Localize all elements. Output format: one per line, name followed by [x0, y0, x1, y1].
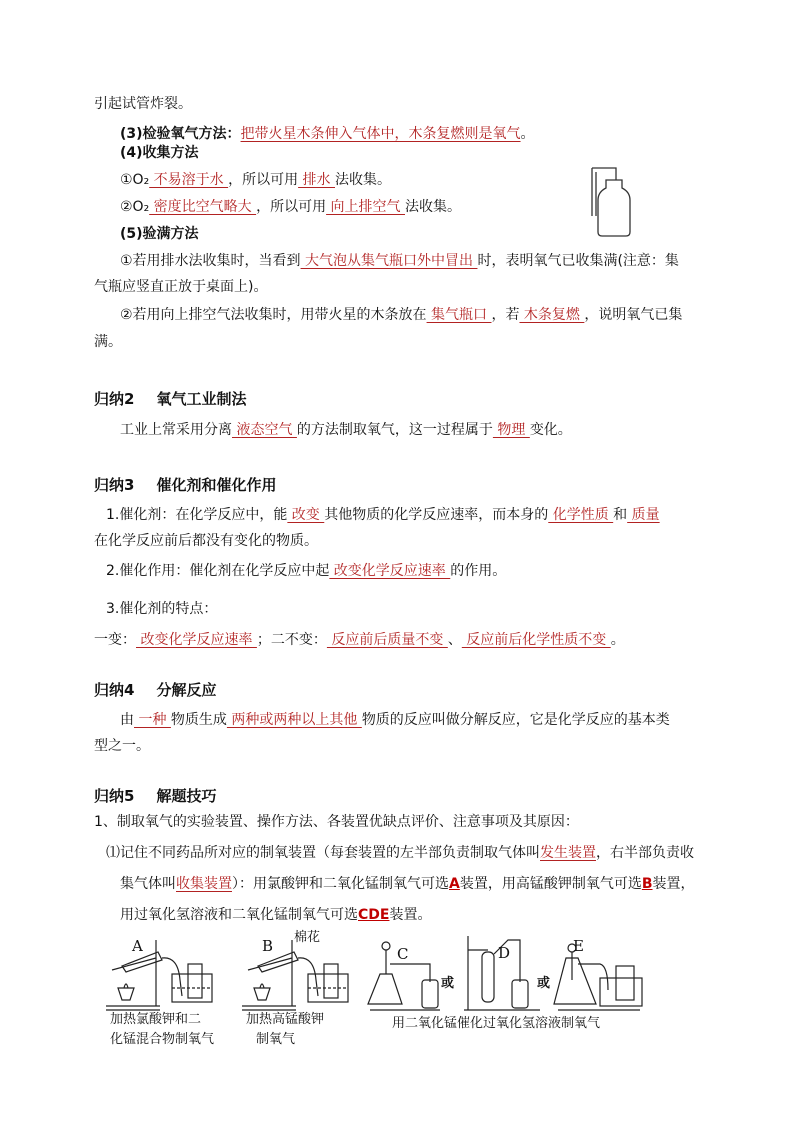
- section-number: 归纳3: [94, 476, 135, 494]
- answer-chem-property: 化学性质: [548, 507, 614, 523]
- answer-relight: 木条复燃: [519, 307, 585, 323]
- text: 由: [120, 712, 134, 728]
- tips-intro: 1、制取氧气的实验装置、操作方法、各装置优缺点评价、注意事项及其原因：: [94, 814, 579, 830]
- label-d: D: [498, 944, 511, 962]
- continuation-text: 引起试管炸裂。: [94, 96, 192, 112]
- section-2-text: [120, 420, 572, 440]
- answer-bubbles: 大气泡从集气瓶口外中冒出: [300, 253, 478, 269]
- text: ）：用氯酸钾和二氧化锰制氧气可选: [232, 876, 449, 892]
- punct: 。: [520, 126, 535, 142]
- answer-density: 密度比空气略大: [149, 199, 257, 215]
- cotton-label: 棉花: [294, 930, 321, 945]
- full-heading: (5)验满方法: [120, 226, 199, 242]
- text: 用过氧化氢溶液和二氧化锰制氧气可选: [120, 907, 358, 923]
- answer-mass: 质量: [627, 507, 660, 523]
- collect-line-1: [120, 170, 391, 190]
- section-number: 归纳5: [94, 787, 135, 805]
- answer-one-change: 改变化学反应速率: [136, 632, 257, 648]
- answer-cde: CDE: [358, 907, 390, 923]
- text: ，所以可用: [228, 172, 299, 188]
- label-c: C: [397, 945, 409, 963]
- text: ，若: [491, 307, 520, 323]
- section-2-heading: [94, 389, 246, 409]
- answer-insoluble: 不易溶于水: [149, 172, 229, 188]
- answer-b: B: [641, 876, 653, 892]
- section-number: 归纳2: [94, 390, 135, 408]
- gas-bottle-illustration: [588, 166, 636, 238]
- text: ①若用排水法收集时，当看到: [120, 253, 301, 269]
- answer-rate: 改变化学反应速率: [329, 563, 451, 579]
- label-e: E: [573, 937, 584, 955]
- text: 的作用。: [450, 563, 507, 579]
- caption-a-line1: 加热氯酸钾和二: [110, 1012, 202, 1027]
- text: 法收集。: [405, 199, 461, 215]
- text: 工业上常采用分离: [120, 422, 232, 438]
- text: 变化。: [529, 422, 572, 438]
- label-b: B: [262, 937, 274, 955]
- text: 。: [610, 632, 625, 648]
- section-title: 分解反应: [156, 681, 217, 699]
- apparatus-a-drawing: [106, 940, 212, 1010]
- text: ，右半部负责收: [596, 845, 694, 861]
- text: 装置，: [652, 876, 695, 892]
- caption-b-line2: 制氧气: [256, 1032, 296, 1047]
- answer-mass-unchanged: 反应前后质量不变: [326, 632, 448, 648]
- text: ②若用向上排空气法收集时，用带火星的木条放在: [120, 307, 427, 323]
- apparatus-b-drawing: [242, 940, 348, 1010]
- section-title: 解题技巧: [156, 787, 217, 805]
- oxygen-test-line: [120, 124, 535, 144]
- answer-property-unchanged: 反应前后化学性质不变: [461, 632, 611, 648]
- o2-label: ②O₂: [120, 199, 150, 215]
- collect-heading: (4)收集方法: [120, 145, 199, 161]
- full-line-2: [120, 305, 682, 325]
- answer-one-kind: 一种: [134, 712, 171, 728]
- text: 装置。: [389, 907, 432, 923]
- text: 的方法制取氧气，这一过程属于: [296, 422, 493, 438]
- full-line-2b: 满。: [94, 334, 122, 350]
- collect-line-2: [120, 197, 461, 217]
- text: 和: [613, 507, 628, 523]
- catalyst-features: 3.催化剂的特点：: [106, 601, 218, 617]
- full-line-1: [120, 251, 679, 271]
- o2-label: ①O₂: [120, 172, 150, 188]
- or-label-2: 或: [537, 976, 551, 991]
- text: 装置，用高锰酸钾制氧气可选: [459, 876, 642, 892]
- catalyst-def: [106, 505, 660, 525]
- answer-liquid-air: 液态空气: [232, 422, 297, 438]
- text: 时，表明氧气已收集满(注意：集: [477, 253, 679, 269]
- text: ⑴记住不同药品所对应的制氧装置（每套装置的左半部负责制取气体叫: [106, 845, 540, 861]
- section-3-heading: [94, 475, 276, 495]
- text: 1.催化剂：在化学反应中，能: [106, 507, 288, 523]
- caption-a-line2: 化锰混合物制氧气: [110, 1032, 215, 1047]
- caption-b-line1: 加热高锰酸钾: [246, 1012, 325, 1027]
- section-title: 催化剂和催化作用: [156, 476, 277, 494]
- oxygen-test-answer: 把带火星木条伸入气体中，木条复燃则是氧气: [240, 126, 521, 142]
- catalysis-def: [106, 561, 506, 581]
- answer-physical: 物理: [492, 422, 530, 438]
- decomposition-def-cont: 型之一。: [94, 738, 150, 754]
- tips-p1: [106, 843, 694, 863]
- text: ，说明氧气已集: [584, 307, 683, 323]
- catalyst-def-cont: 在化学反应前后都没有变化的物质。: [94, 533, 318, 549]
- tips-p3: [120, 905, 431, 925]
- or-label-1: 或: [441, 976, 455, 991]
- section-number: 归纳4: [94, 681, 135, 699]
- text: 法收集。: [335, 172, 391, 188]
- section-4-heading: [94, 680, 216, 700]
- text: 物质生成: [170, 712, 227, 728]
- answer-a: A: [449, 876, 460, 892]
- decomposition-def: [120, 710, 670, 730]
- text: 集气体叫: [120, 876, 176, 892]
- text: ；二不变：: [256, 632, 327, 648]
- text: 2.催化作用：催化剂在化学反应中起: [106, 563, 330, 579]
- section-title: 氧气工业制法: [156, 390, 247, 408]
- apparatus-figure: [100, 930, 650, 1014]
- text: 物质的反应叫做分解反应，它是化学反应的基本类: [361, 712, 670, 728]
- answer-air-method: 向上排空气: [326, 199, 405, 215]
- label-a: A: [132, 937, 143, 955]
- answer-change: 改变: [287, 507, 325, 523]
- text: 一变：: [94, 632, 136, 648]
- text: 其他物质的化学反应速率，而本身的: [324, 507, 549, 523]
- caption-cde: 用二氧化锰催化过氧化氢溶液制氧气: [392, 1016, 601, 1031]
- apparatus-e-drawing: [554, 944, 642, 1010]
- section-5-heading: [94, 786, 216, 806]
- answer-collector: 收集装置: [176, 876, 232, 892]
- catalyst-features-line: [94, 630, 625, 650]
- full-line-1b: 气瓶应竖直正放于桌面上)。: [94, 279, 268, 295]
- oxygen-test-label: (3)检验氧气方法：: [120, 126, 241, 142]
- text: ，所以可用: [256, 199, 327, 215]
- answer-water-method: 排水: [298, 172, 335, 188]
- answer-bottle-mouth: 集气瓶口: [426, 307, 492, 323]
- answer-two-or-more: 两种或两种以上其他: [226, 712, 362, 728]
- tips-p2: [120, 874, 695, 894]
- text: 、: [447, 632, 462, 648]
- answer-generator: 发生装置: [540, 845, 596, 861]
